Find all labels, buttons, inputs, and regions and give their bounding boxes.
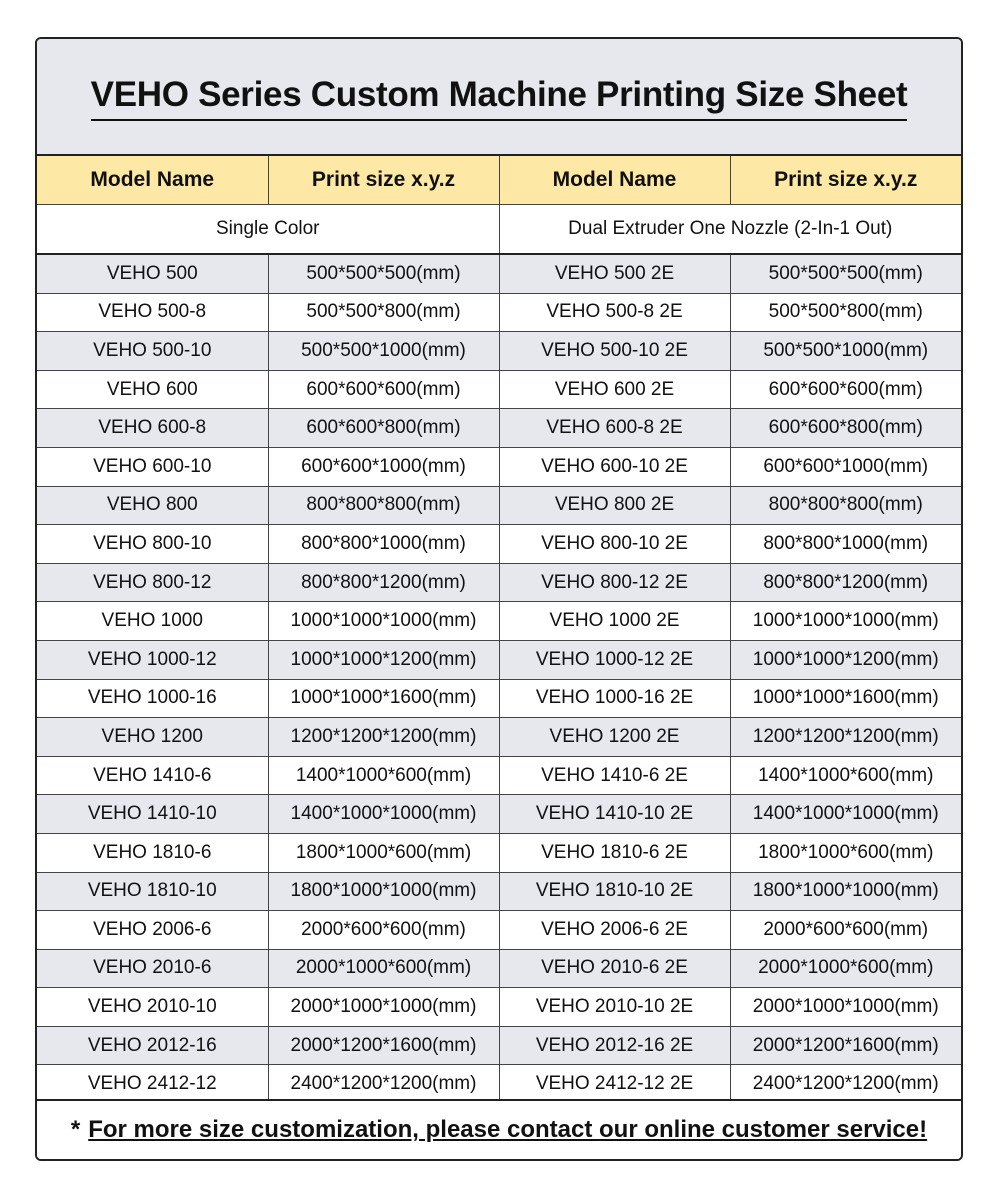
print-size-cell: 1400*1000*600(mm) [268,756,499,795]
model-name-cell: VEHO 2010-6 [37,949,268,988]
column-header: Model Name [499,156,730,205]
print-size-2e-cell: 2000*1200*1600(mm) [730,1026,961,1065]
print-size-2e-cell: 1400*1000*1000(mm) [730,795,961,834]
model-name-2e-cell: VEHO 800-12 2E [499,563,730,602]
table-row [37,409,961,448]
model-name-2e-cell: VEHO 600 2E [499,370,730,409]
model-name-2e-cell: VEHO 1000-16 2E [499,679,730,718]
print-size-cell: 600*600*1000(mm) [268,447,499,486]
print-size-cell: 800*800*1200(mm) [268,563,499,602]
model-name-cell: VEHO 2010-10 [37,988,268,1027]
size-sheet [35,37,963,1161]
table-row [37,718,961,757]
print-size-2e-cell: 500*500*1000(mm) [730,332,961,371]
print-size-2e-cell: 2400*1200*1200(mm) [730,1065,961,1104]
print-size-2e-cell: 500*500*500(mm) [730,254,961,293]
table-row [37,640,961,679]
model-name-cell: VEHO 1200 [37,718,268,757]
model-name-2e-cell: VEHO 1810-10 2E [499,872,730,911]
model-name-cell: VEHO 1000-16 [37,679,268,718]
table-row [37,911,961,950]
table-row [37,486,961,525]
size-table [37,156,961,1104]
print-size-cell: 1000*1000*1000(mm) [268,602,499,641]
model-name-cell: VEHO 1410-10 [37,795,268,834]
print-size-2e-cell: 600*600*1000(mm) [730,447,961,486]
table-row [37,254,961,293]
model-name-cell: VEHO 600-8 [37,409,268,448]
model-name-cell: VEHO 2412-12 [37,1065,268,1104]
table-body [37,254,961,1104]
table-row [37,563,961,602]
table-row [37,679,961,718]
model-name-cell: VEHO 500 [37,254,268,293]
table-row [37,447,961,486]
table-row [37,293,961,332]
print-size-2e-cell: 2000*600*600(mm) [730,911,961,950]
column-header: Model Name [37,156,268,205]
model-name-cell: VEHO 800 [37,486,268,525]
table-row [37,332,961,371]
print-size-cell: 600*600*600(mm) [268,370,499,409]
table-row [37,795,961,834]
table-row [37,1026,961,1065]
group-header-row [37,205,961,255]
model-name-2e-cell: VEHO 800-10 2E [499,525,730,564]
model-name-2e-cell: VEHO 600-10 2E [499,447,730,486]
model-name-cell: VEHO 2012-16 [37,1026,268,1065]
print-size-2e-cell: 2000*1000*600(mm) [730,949,961,988]
print-size-2e-cell: 1000*1000*1000(mm) [730,602,961,641]
model-name-2e-cell: VEHO 1410-10 2E [499,795,730,834]
table-row [37,602,961,641]
table-header-row [37,156,961,205]
model-name-cell: VEHO 500-8 [37,293,268,332]
model-name-cell: VEHO 800-10 [37,525,268,564]
footer-asterisk: * [70,1116,81,1143]
print-size-2e-cell: 1800*1000*600(mm) [730,833,961,872]
model-name-2e-cell: VEHO 2012-16 2E [499,1026,730,1065]
print-size-cell: 500*500*800(mm) [268,293,499,332]
model-name-2e-cell: VEHO 500-10 2E [499,332,730,371]
print-size-cell: 2000*1200*1600(mm) [268,1026,499,1065]
title-bar [37,39,961,156]
model-name-cell: VEHO 1810-10 [37,872,268,911]
print-size-2e-cell: 1000*1000*1600(mm) [730,679,961,718]
model-name-cell: VEHO 600 [37,370,268,409]
model-name-2e-cell: VEHO 600-8 2E [499,409,730,448]
print-size-cell: 2000*600*600(mm) [268,911,499,950]
print-size-cell: 2400*1200*1200(mm) [268,1065,499,1104]
table-row [37,1065,961,1104]
print-size-cell: 800*800*1000(mm) [268,525,499,564]
model-name-2e-cell: VEHO 1000-12 2E [499,640,730,679]
print-size-cell: 1000*1000*1600(mm) [268,679,499,718]
model-name-cell: VEHO 500-10 [37,332,268,371]
model-name-2e-cell: VEHO 500-8 2E [499,293,730,332]
table-row [37,949,961,988]
group-dual-extruder: Dual Extruder One Nozzle (2-In-1 Out) [499,205,961,255]
column-header: Print size x.y.z [730,156,961,205]
model-name-2e-cell: VEHO 1200 2E [499,718,730,757]
model-name-2e-cell: VEHO 2010-10 2E [499,988,730,1027]
table-row [37,370,961,409]
print-size-2e-cell: 800*800*1200(mm) [730,563,961,602]
print-size-2e-cell: 1000*1000*1200(mm) [730,640,961,679]
print-size-cell: 600*600*800(mm) [268,409,499,448]
model-name-2e-cell: VEHO 800 2E [499,486,730,525]
print-size-2e-cell: 1400*1000*600(mm) [730,756,961,795]
footer-note [37,1099,961,1159]
model-name-cell: VEHO 1000 [37,602,268,641]
model-name-2e-cell: VEHO 1810-6 2E [499,833,730,872]
print-size-2e-cell: 2000*1000*1000(mm) [730,988,961,1027]
print-size-cell: 2000*1000*600(mm) [268,949,499,988]
print-size-cell: 1000*1000*1200(mm) [268,640,499,679]
table-row [37,525,961,564]
print-size-cell: 1800*1000*600(mm) [268,833,499,872]
footer-contact-link[interactable]: For more size customization, please contact our online customer service! [88,1116,928,1143]
print-size-cell: 1800*1000*1000(mm) [268,872,499,911]
print-size-cell: 1400*1000*1000(mm) [268,795,499,834]
table-row [37,833,961,872]
print-size-2e-cell: 800*800*1000(mm) [730,525,961,564]
model-name-2e-cell: VEHO 2010-6 2E [499,949,730,988]
print-size-2e-cell: 1200*1200*1200(mm) [730,718,961,757]
model-name-cell: VEHO 1410-6 [37,756,268,795]
model-name-cell: VEHO 1810-6 [37,833,268,872]
print-size-cell: 500*500*1000(mm) [268,332,499,371]
model-name-cell: VEHO 1000-12 [37,640,268,679]
column-header: Print size x.y.z [268,156,499,205]
print-size-2e-cell: 600*600*800(mm) [730,409,961,448]
group-single-color: Single Color [37,205,499,255]
model-name-2e-cell: VEHO 1410-6 2E [499,756,730,795]
print-size-2e-cell: 800*800*800(mm) [730,486,961,525]
print-size-2e-cell: 600*600*600(mm) [730,370,961,409]
model-name-cell: VEHO 2006-6 [37,911,268,950]
print-size-cell: 800*800*800(mm) [268,486,499,525]
print-size-cell: 1200*1200*1200(mm) [268,718,499,757]
print-size-cell: 500*500*500(mm) [268,254,499,293]
model-name-cell: VEHO 800-12 [37,563,268,602]
print-size-2e-cell: 500*500*800(mm) [730,293,961,332]
print-size-2e-cell: 1800*1000*1000(mm) [730,872,961,911]
page-title: VEHO Series Custom Machine Printing Size Sheet [91,75,908,121]
model-name-2e-cell: VEHO 2006-6 2E [499,911,730,950]
table-row [37,872,961,911]
model-name-2e-cell: VEHO 1000 2E [499,602,730,641]
table-row [37,756,961,795]
model-name-2e-cell: VEHO 2412-12 2E [499,1065,730,1104]
model-name-cell: VEHO 600-10 [37,447,268,486]
model-name-2e-cell: VEHO 500 2E [499,254,730,293]
print-size-cell: 2000*1000*1000(mm) [268,988,499,1027]
table-row [37,988,961,1027]
